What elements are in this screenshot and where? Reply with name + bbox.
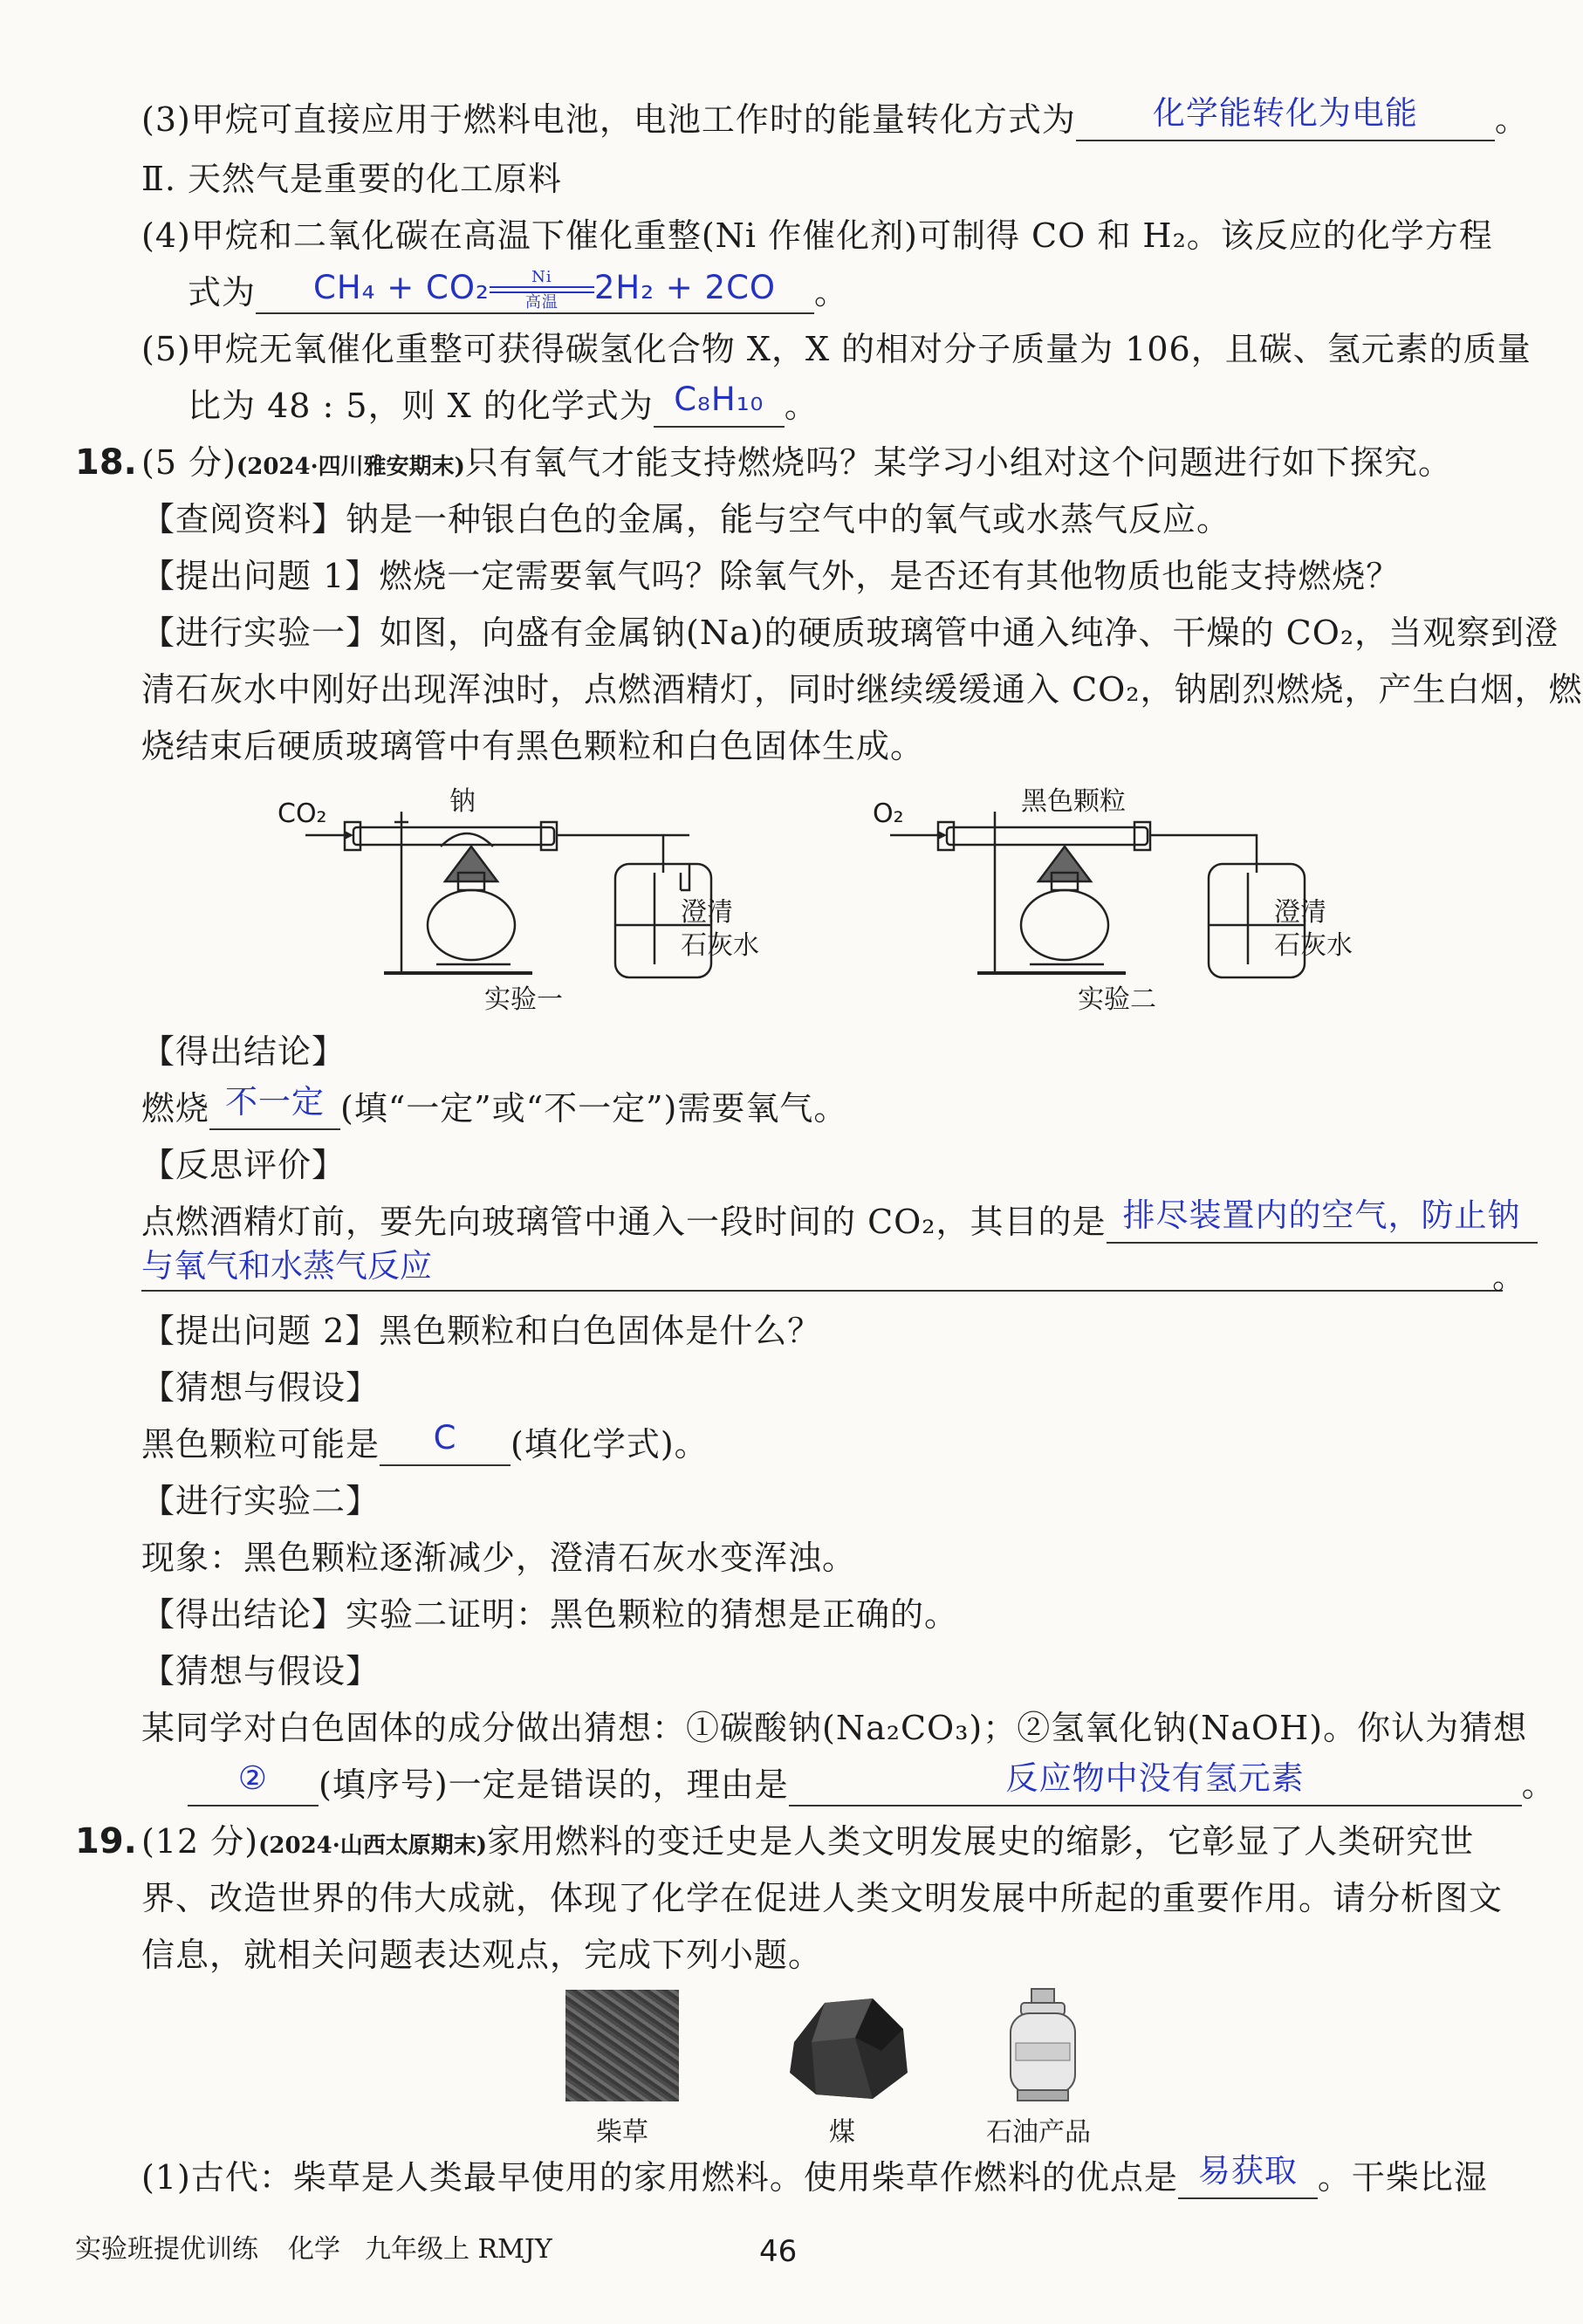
apparatus-experiment-1 xyxy=(305,812,711,977)
gas-cylinder-image xyxy=(1004,1985,1082,2103)
q17-equation-left: CH₄ + CO₂ xyxy=(313,269,490,306)
q17-condition-arrow xyxy=(490,286,594,293)
footer-subject: 化学 xyxy=(288,2234,340,2265)
q17-equation-right: 2H₂ + 2CO xyxy=(593,269,777,306)
firewood-caption: 柴草 xyxy=(596,2117,648,2148)
coal-caption: 煤 xyxy=(829,2117,855,2148)
fig1-bottle-label-2: 石灰水 xyxy=(681,930,759,961)
q18-source: (2024·四川雅安期末) xyxy=(236,454,465,480)
q17-part3: (3)甲烷可直接应用于燃料电池，电池工作时的能量转化方式为 化学能转化为电能 。 xyxy=(141,98,1529,141)
q18-conclusion2: 【得出结论】实验二证明：黑色颗粒的猜想是正确的。 xyxy=(141,1595,959,1634)
q18-hypothesis: 黑色颗粒可能是 C (填化学式)。 xyxy=(141,1423,709,1466)
q18-hypothesis2-answer-2: 反应物中没有氢元素 xyxy=(1005,1759,1305,1797)
q17-part5-line2: 比为 48 : 5，则 X 的化学式为 C₈H₁₀ 。 xyxy=(188,384,819,428)
q17-section-title: Ⅱ. 天然气是重要的化工原料 xyxy=(141,160,562,198)
q19-part1-answer: 易获取 xyxy=(1197,2152,1298,2190)
q19-part1: (1)古代：柴草是人类最早使用的家用燃料。使用柴草作燃料的优点是 易获取 。干柴比湿 xyxy=(141,2156,1488,2199)
q19-line2: 界、改造世界的伟大成就，体现了化学在促进人类文明发展中所起的重要作用。请分析图文 xyxy=(141,1879,1504,1917)
q18-exp2-observation: 现象：黑色颗粒逐渐减少，澄清石灰水变浑浊。 xyxy=(141,1539,857,1577)
q18-question2: 【提出问题 2】黑色颗粒和白色固体是什么？ xyxy=(141,1312,822,1350)
q18-hypothesis2-answer-1: ② xyxy=(237,1759,269,1797)
q18-hypothesis2-line1: 某同学对白色固体的成分做出猜想：①碳酸钠(Na₂CO₃)；②氢氧化钠(NaOH)。你认为猜想 xyxy=(141,1709,1528,1747)
q18-reflection-period: 。 xyxy=(1492,1258,1526,1296)
q19-part1-blank[interactable] xyxy=(1178,2152,1318,2199)
q17-part5-blank[interactable] xyxy=(654,380,785,428)
q18-reflection-heading: 【反思评价】 xyxy=(141,1146,346,1184)
footer-book: 实验班提优训练 xyxy=(75,2234,258,2265)
page-number: 46 xyxy=(759,2234,798,2269)
fig1-bottle-label-1: 澄清 xyxy=(681,897,733,928)
q18-hypothesis-blank[interactable] xyxy=(380,1419,511,1466)
q17-part5-line1: (5)甲烷无氧催化重整可获得碳氢化合物 X，X 的相对分子质量为 106，且碳、氢元素的质量 xyxy=(141,330,1532,368)
fig2-particle-label: 黑色颗粒 xyxy=(1021,786,1126,817)
q18-exp1-line3: 烧结束后硬质玻璃管中有黑色颗粒和白色固体生成。 xyxy=(141,727,925,765)
q17-part3-answer: 化学能转化为电能 xyxy=(1152,94,1418,132)
q17-part3-blank[interactable] xyxy=(1076,94,1495,141)
footer-grade: 九年级上 RMJY xyxy=(365,2234,552,2265)
petroleum-caption: 石油产品 xyxy=(986,2117,1091,2148)
q18-reflection-blank-2[interactable] xyxy=(141,1290,1503,1292)
q18-hypothesis-heading: 【猜想与假设】 xyxy=(141,1368,380,1407)
q18-hypothesis2-heading: 【猜想与假设】 xyxy=(141,1652,380,1690)
firewood-image xyxy=(565,1990,679,2101)
q17-equation-condition xyxy=(490,269,594,312)
apparatus-experiment-2 xyxy=(890,812,1305,977)
fig2-bottle-label-2: 石灰水 xyxy=(1274,930,1353,961)
q18-reflection-answer-1: 排尽装置内的空气，防止钠 xyxy=(1122,1196,1521,1234)
q17-part4-line1: (4)甲烷和二氧化碳在高温下催化重整(Ni 作催化剂)可制得 CO 和 H₂。该反应的化学方程 xyxy=(141,216,1493,255)
q17-part4-line2: 式为 CH₄ + CO₂ Ni 高温 2H₂ + 2CO 。 xyxy=(188,271,848,314)
q17-condition-catalyst: Ni xyxy=(531,267,552,286)
fig2-gas-label: O₂ xyxy=(873,799,904,829)
q18-hypothesis2-blank-1[interactable] xyxy=(188,1759,319,1806)
q18-hypothesis2-line2: ② (填序号)一定是错误的，理由是 反应物中没有氢元素 。 xyxy=(188,1763,1556,1806)
q18-exp2-heading: 【进行实验二】 xyxy=(141,1482,380,1520)
q18-conclusion-blank[interactable] xyxy=(209,1083,340,1130)
q18-reflection-answer-2: 与氧气和水蒸气反应 xyxy=(141,1247,432,1285)
fig1-caption: 实验一 xyxy=(484,984,563,1015)
coal-image xyxy=(777,1990,916,2103)
fig1-gas-label: CO₂ xyxy=(278,799,327,829)
q18-conclusion-answer: 不一定 xyxy=(225,1083,326,1121)
q19-line3: 信息，就相关问题表达观点，完成下列小题。 xyxy=(141,1936,823,1974)
q18-conclusion-heading: 【得出结论】 xyxy=(141,1032,346,1071)
q18-reflection-line1: 点燃酒精灯前，要先向玻璃管中通入一段时间的 CO₂，其目的是 排尽装置内的空气，防止钠 xyxy=(141,1200,1538,1244)
q18-number: 18. xyxy=(75,442,137,483)
q18-exp1-line1: 【进行实验一】如图，向盛有金属钠(Na)的硬质玻璃管中通入纯净、干燥的 CO₂，当观察到澄 xyxy=(141,614,1559,652)
q18-conclusion: 燃烧 不一定 (填“一定”或“不一定”)需要氧气。 xyxy=(141,1087,847,1130)
fig2-bottle-label-1: 澄清 xyxy=(1274,897,1326,928)
fig1-sodium-label: 钠 xyxy=(449,786,476,817)
q18-exp1-line2: 清石灰水中刚好出现浑浊时，点燃酒精灯，同时继续缓缓通入 CO₂，钠剧烈燃烧，产生白烟，燃 xyxy=(141,670,1583,709)
q17-condition-temp: 高温 xyxy=(524,292,559,312)
q19-line1: (12 分)(2024·山西太原期末)家用燃料的变迁史是人类文明发展史的缩影，它彰显了人类研究世 xyxy=(141,1822,1475,1861)
q19-number: 19. xyxy=(75,1821,137,1861)
q18-intro: (5 分)(2024·四川雅安期末)只有氧气才能支持燃烧吗？某学习小组对这个问题进行如下探究。 xyxy=(141,443,1452,482)
q17-part4-blank[interactable] xyxy=(256,267,814,314)
q17-part5-answer: C₈H₁₀ xyxy=(674,380,764,418)
fig2-caption: 实验二 xyxy=(1078,984,1156,1015)
q18-hypothesis-answer: C xyxy=(433,1419,457,1457)
q19-source: (2024·山西太原期末) xyxy=(258,1833,488,1859)
q18-reflection-blank-1[interactable] xyxy=(1107,1196,1538,1244)
q18-info: 【查阅资料】钠是一种银白色的金属，能与空气中的氧气或水蒸气反应。 xyxy=(141,500,1231,538)
q18-question1: 【提出问题 1】燃烧一定需要氧气吗？除氧气外，是否还有其他物质也能支持燃烧？ xyxy=(141,557,1401,595)
